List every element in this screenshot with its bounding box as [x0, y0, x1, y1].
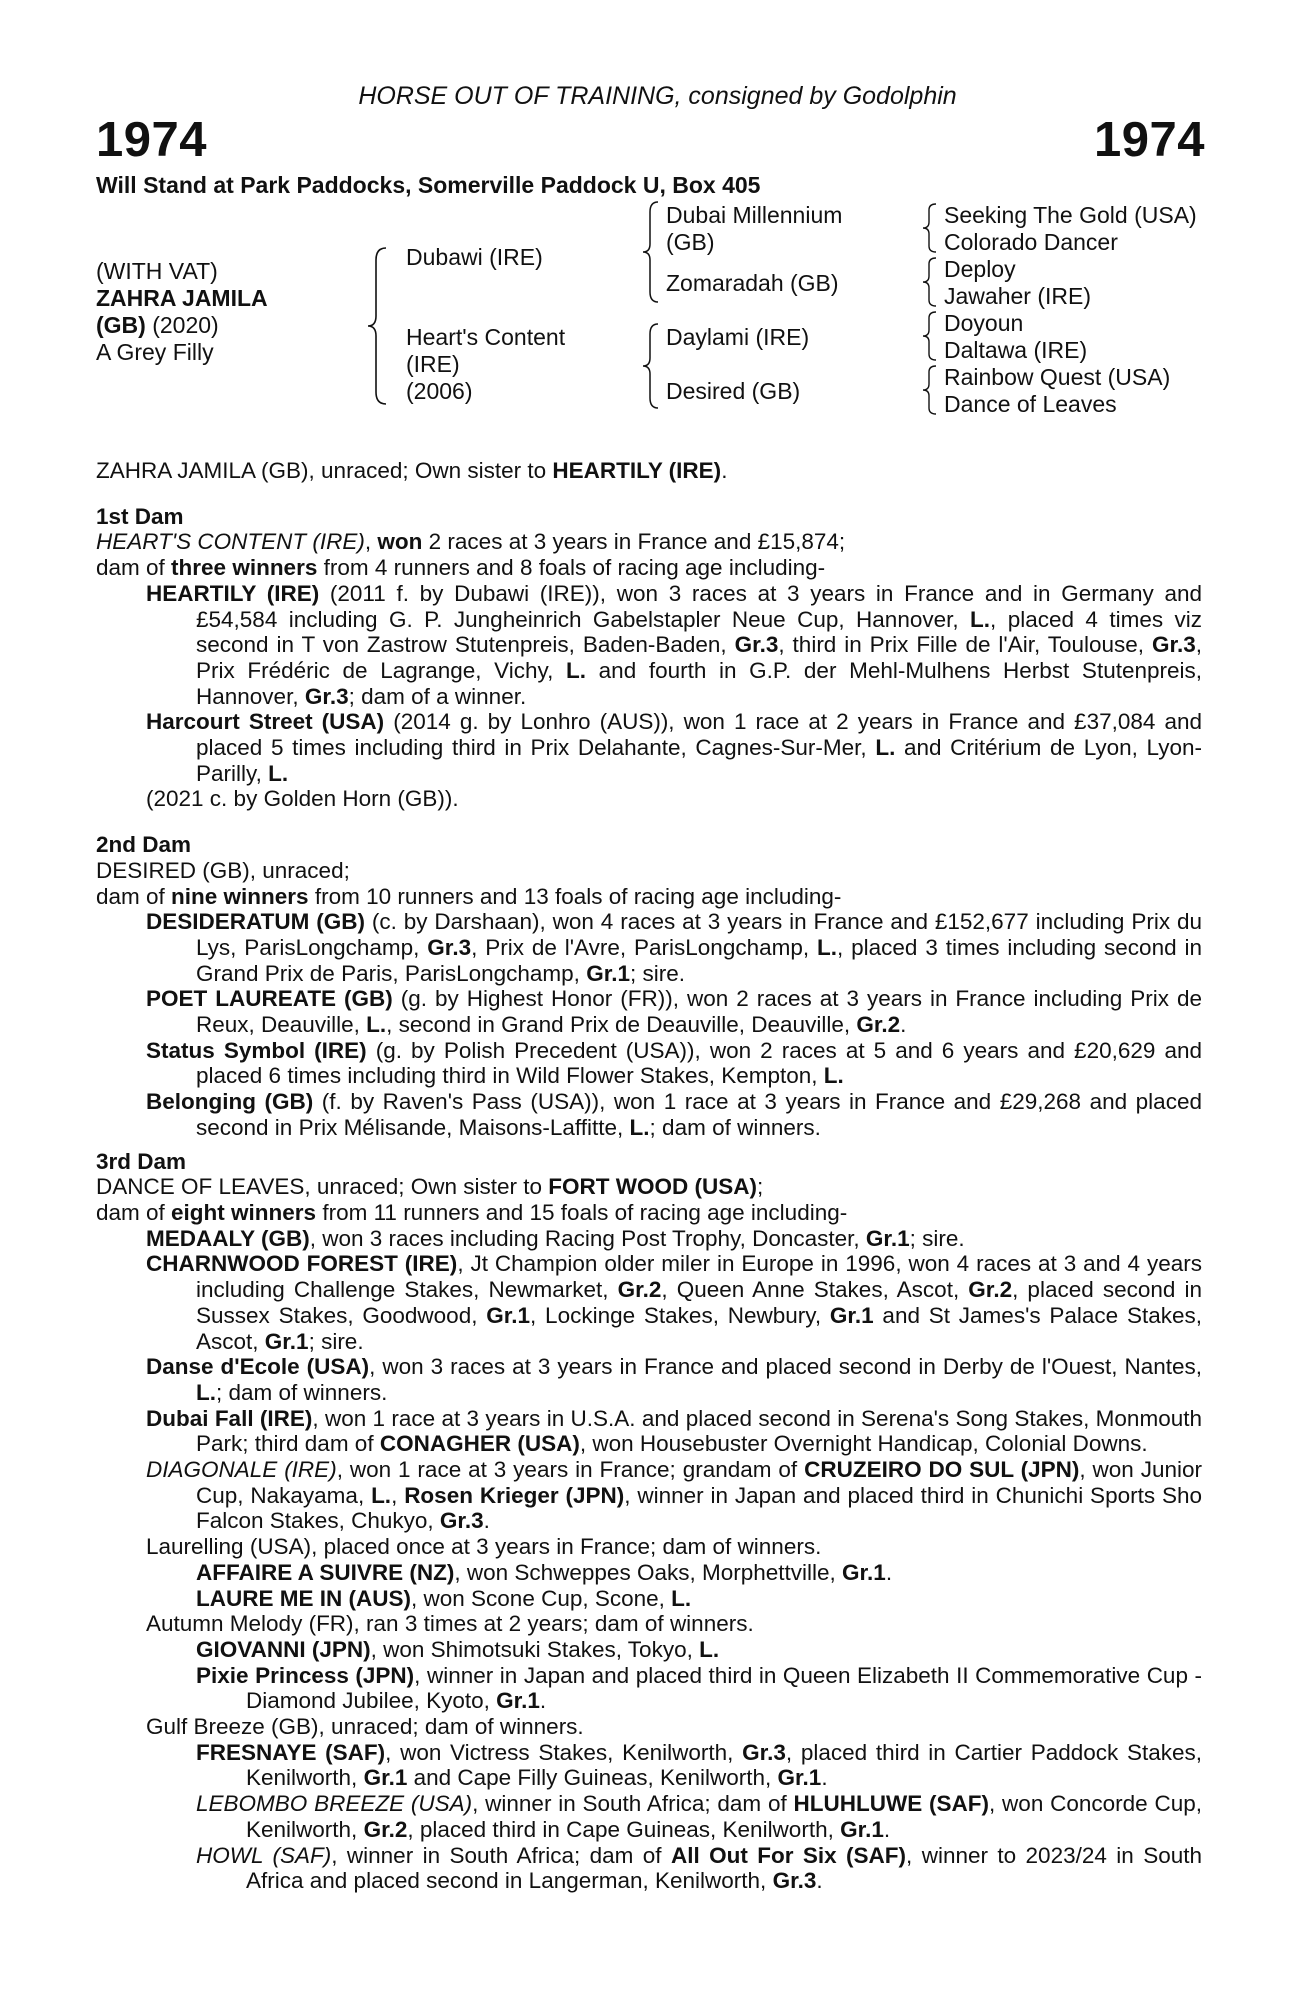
gen3-brace-4: [920, 364, 940, 416]
gen3-1: Seeking The Gold (USA): [944, 202, 1197, 228]
entry-lebombo-breeze: LEBOMBO BREEZE (USA), winner in South Africa; dam of HLUHLUWE (SAF), won Concorde Cup, Kenilworth, Gr.2, placed third in Cape Guineas, Kenilworth, Gr.1.: [196, 1791, 1202, 1842]
pedigree-notes: [96, 458, 1202, 1894]
gen3-2: Colorado Dancer: [944, 229, 1118, 255]
first-dam-produce: dam of three winners from 4 runners and 8 foals of racing age including-: [96, 555, 826, 581]
gen3-4: Jawaher (IRE): [944, 283, 1091, 309]
second-dam-produce: dam of nine winners from 10 runners and 13 foals of racing age including-: [96, 883, 842, 909]
entry-laure-me-in: LAURE ME IN (AUS), won Scone Cup, Scone, L.: [196, 1585, 692, 1611]
dam-dam: Desired (GB): [666, 378, 801, 404]
entry-laurelling: Laurelling (USA), placed once at 3 years in France; dam of winners.: [146, 1534, 822, 1560]
gen3-3: Deploy: [944, 256, 1016, 282]
stand-location: Will Stand at Park Paddocks, Somerville Paddock U, Box 405: [96, 172, 761, 198]
entry-pixie-princess: Pixie Princess (JPN), winner in Japan and placed third in Queen Elizabeth II Commemorative Cup - Diamond Jubilee, Kyoto, Gr.1.: [196, 1662, 1202, 1714]
lot-number-right: 1974: [1093, 113, 1205, 167]
gen3-brace-2: [920, 256, 940, 308]
sire-sire-line-2: (GB): [666, 229, 715, 255]
entry-gulf-breeze: Gulf Breeze (GB), unraced; dam of winners.: [146, 1714, 584, 1740]
gen3-brace-1: [920, 202, 940, 254]
entry-charnwood-forest: CHARNWOOD FOREST (IRE), Jt Champion older miler in Europe in 1996, won 4 races at 3 and 4 years including Challenge Stakes, Newmarket, Gr.2, Queen Anne Stakes, Ascot, Gr.2, placed second in Sussex Stakes, Goodwood, Gr.1, Lockinge Stakes, Newbury, Gr.1 and St James's Palace Stakes, Ascot, Gr.1; sire.: [146, 1251, 1203, 1354]
third-dam-line: DANCE OF LEAVES, unraced; Own sister to FORT WOOD (USA);: [96, 1174, 764, 1200]
entry-desideratum: DESIDERATUM (GB) (c. by Darshaan), won 4 races at 3 years in France and £152,677 including Prix du Lys, ParisLongchamp, Gr.3, Prix de l'Avre, ParisLongchamp, L., placed 3 times including second in Grand Prix de Paris, ParisLongchamp, Gr.1; sire.: [146, 909, 1202, 986]
second-dam-line: DESIRED (GB), unraced;: [96, 857, 350, 883]
dam-line-2: (IRE): [406, 351, 460, 377]
horse-origin-year: [96, 312, 219, 339]
entry-harcourt-street: Harcourt Street (USA) (2014 g. by Lonhro (AUS)), won 1 race at 2 years in France and £37,084 and placed 5 times including third in Prix Delahante, Cagnes-Sur-Mer, L. and Critérium de Lyon, Lyon-Parilly, L.: [146, 709, 1203, 786]
horse-name: ZAHRA JAMILA: [96, 285, 268, 311]
sire-dam: Zomaradah (GB): [666, 270, 839, 296]
main-brace: [364, 246, 390, 406]
gen3-5: Doyoun: [944, 310, 1024, 336]
entry-poet-laureate: POET LAUREATE (GB) (g. by Highest Honor (FR)), won 2 races at 3 years in France including Prix de Reux, Deauville, L., second in Grand Prix de Deauville, Deauville, Gr.2.: [146, 986, 1202, 1038]
dam-line-3: (2006): [406, 378, 473, 404]
entry-giovanni: GIOVANNI (JPN), won Shimotsuki Stakes, Tokyo, L.: [196, 1636, 720, 1662]
entry-howl: HOWL (SAF), winner in South Africa; dam of All Out For Six (SAF), winner to 2023/24 in South Africa and placed second in Langerman, Kenilworth, Gr.3.: [196, 1842, 1202, 1894]
horse-origin: (GB): [96, 312, 146, 338]
entry-danse-d-ecole: Danse d'Ecole (USA), won 3 races at 3 years in France and placed second in Derby de l'Ouest, Nantes, L.; dam of winners.: [146, 1354, 1202, 1405]
entry-dubai-fall: Dubai Fall (IRE), won 1 race at 3 years in U.S.A. and placed second in Serena's Song Stakes, Monmouth Park; third dam of CONAGHER (USA), won Housebuster Overnight Handicap, Colonial Downs.: [146, 1405, 1202, 1457]
third-dam-produce: dam of eight winners from 11 runners and 15 foals of racing age including-: [96, 1199, 848, 1225]
entry-status-symbol: Status Symbol (IRE) (g. by Polish Precedent (USA)), won 2 races at 5 and 6 years and £20,629 and placed 6 times including third in Wild Flower Stakes, Kempton, L.: [146, 1037, 1202, 1089]
horse-year: (2020): [152, 312, 219, 338]
entry-fresnaye: FRESNAYE (SAF), won Victress Stakes, Kenilworth, Gr.3, placed third in Cartier Paddock Stakes, Kenilworth, Gr.1 and Cape Filly Guineas, Kenilworth, Gr.1.: [196, 1739, 1202, 1791]
lot-number-left: 1974: [96, 113, 208, 167]
entry-heartily: HEARTILY (IRE) (2011 f. by Dubawi (IRE)), won 3 races at 3 years in France and in Germany and £54,584 including G. P. Jungheinrich Gabelstapler Neue Cup, Hannover, L., placed 4 times viz second in T von Zastrow Stutenpreis, Baden-Baden, Gr.3, third in Prix Fille de l'Air, Toulouse, Gr.3, Prix Frédéric de Lagrange, Vichy, L. and fourth in G.P. der Mehl-Mulhens Herbst Stutenpreis, Hannover, Gr.3; dam of a winner.: [146, 580, 1203, 709]
entry-affaire-a-suivre: AFFAIRE A SUIVRE (NZ), won Schweppes Oaks, Morphettville, Gr.1.: [196, 1559, 893, 1585]
gen3-brace-3: [920, 310, 940, 362]
first-dam-line: HEART'S CONTENT (IRE), won 2 races at 3 years in France and £15,874;: [96, 529, 846, 555]
first-dam-heading: 1st Dam: [96, 503, 184, 529]
dam-line-1: Heart's Content: [406, 324, 566, 350]
gen3-7: Rainbow Quest (USA): [944, 364, 1171, 390]
dam-sire: Daylami (IRE): [666, 324, 810, 350]
vat-note: (WITH VAT): [96, 258, 218, 284]
entry-autumn-melody: Autumn Melody (FR), ran 3 times at 2 years; dam of winners.: [146, 1611, 754, 1637]
gen3-8: Dance of Leaves: [944, 391, 1117, 417]
dam-brace: [640, 322, 662, 410]
sire-sire-line-1: Dubai Millennium: [666, 202, 843, 228]
sire: Dubawi (IRE): [406, 244, 543, 270]
entry-2021-colt: (2021 c. by Golden Horn (GB)).: [146, 786, 459, 812]
consignment-line: HORSE OUT OF TRAINING, consigned by Godolphin: [358, 82, 957, 110]
intro-line: ZAHRA JAMILA (GB), unraced; Own sister to HEARTILY (IRE).: [96, 458, 728, 483]
entry-medaaly: MEDAALY (GB), won 3 races including Racing Post Trophy, Doncaster, Gr.1; sire.: [146, 1225, 965, 1251]
entry-diagonale: DIAGONALE (IRE), won 1 race at 3 years in France; grandam of CRUZEIRO DO SUL (JPN), won Junior Cup, Nakayama, L., Rosen Krieger (JPN), winner in Japan and placed third in Chunichi Sports Sho Falcon Stakes, Chukyo, Gr.3.: [146, 1457, 1203, 1534]
third-dam-heading: 3rd Dam: [96, 1148, 187, 1174]
gen3-6: Daltawa (IRE): [944, 337, 1088, 363]
sire-brace: [640, 200, 662, 304]
horse-description: A Grey Filly: [96, 339, 214, 365]
entry-belonging: Belonging (GB) (f. by Raven's Pass (USA)), won 1 race at 3 years in France and £29,268 and placed second in Prix Mélisande, Maisons-Laffitte, L.; dam of winners.: [146, 1089, 1202, 1140]
second-dam-heading: 2nd Dam: [96, 832, 192, 858]
